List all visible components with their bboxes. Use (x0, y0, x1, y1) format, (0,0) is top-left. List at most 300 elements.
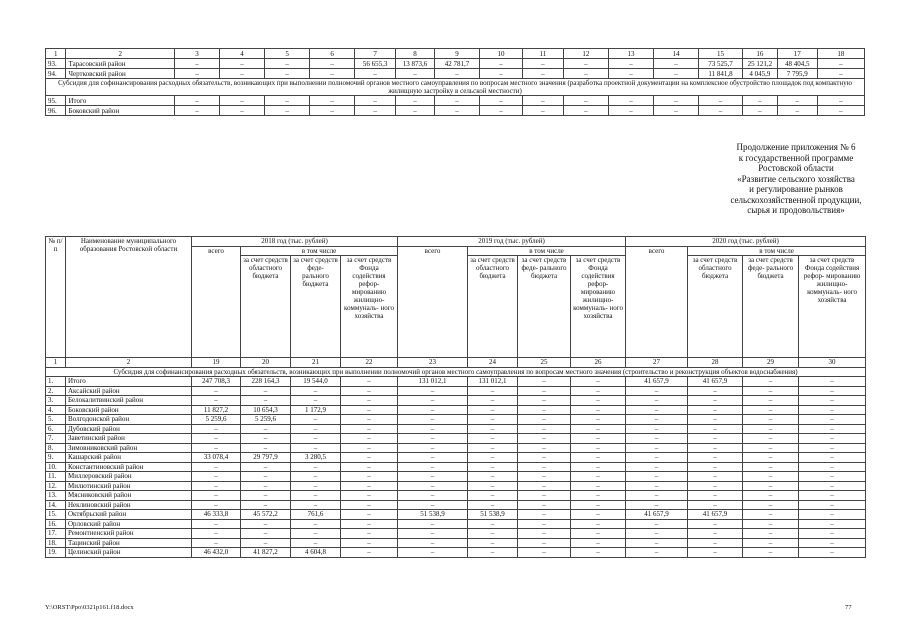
value-cell: – (291, 481, 341, 491)
value-cell: – (571, 500, 626, 510)
district-name-cell: Миллеровский район (66, 472, 192, 482)
value-cell: – (396, 69, 435, 79)
value-cell: – (341, 481, 398, 491)
value-cell: – (241, 434, 291, 444)
table-row (46, 424, 866, 434)
value-cell: – (518, 377, 571, 387)
table-row (46, 386, 866, 396)
column-number-cell: 13 (608, 49, 653, 59)
table-row (46, 462, 866, 472)
value-cell: – (341, 491, 398, 501)
district-name-cell: Итого (66, 377, 192, 387)
value-cell: – (743, 453, 799, 463)
value-cell: – (468, 396, 518, 406)
value-cell: – (291, 472, 341, 482)
table-row (46, 415, 866, 425)
value-cell: – (241, 481, 291, 491)
value-cell: – (241, 386, 291, 396)
district-name-cell: Ремонтненский район (66, 529, 192, 539)
value-cell: – (398, 472, 468, 482)
value-cell: – (174, 59, 219, 69)
value-cell: 45 572,2 (241, 510, 291, 520)
value-cell: – (341, 415, 398, 425)
value-cell: – (688, 443, 743, 453)
header-total-2020: всего (626, 246, 688, 358)
value-cell: 41 657,9 (626, 377, 688, 387)
row-number-cell: 2. (46, 386, 66, 396)
section-title: Субсидия для софинансирования расходных обязательств, возникающих при выполнении полномочий органов местного самоуправления по вопросам местного значения (разработка проектной документации на комплексное обустройство площадок под компактную жилищную застройку в сельской местности) (46, 79, 865, 96)
value-cell: – (522, 96, 563, 106)
value-cell: – (341, 529, 398, 539)
header-fed-2019: за счет средств феде- рального бюджета (518, 256, 571, 358)
value-cell: – (341, 434, 398, 444)
row-number-cell: 8. (46, 443, 66, 453)
header-row-1 (46, 237, 866, 247)
value-cell: – (626, 405, 688, 415)
value-cell: – (571, 396, 626, 406)
value-cell: – (341, 453, 398, 463)
value-cell: – (518, 415, 571, 425)
value-cell: – (743, 462, 799, 472)
value-cell: – (468, 519, 518, 529)
value-cell: – (291, 434, 341, 444)
district-name-cell: Боковский район (66, 405, 192, 415)
value-cell: – (571, 415, 626, 425)
value-cell: – (192, 491, 241, 501)
value-cell: – (743, 548, 799, 558)
header-2018: 2018 год (тыс. рублей) (192, 237, 398, 247)
value-cell: – (518, 538, 571, 548)
main-subsidy-table (45, 236, 866, 558)
value-cell: 11 827,2 (192, 405, 241, 415)
header-fed-2020: за счет средств феде- рального бюджета (743, 256, 799, 358)
value-cell: – (743, 106, 778, 116)
value-cell: – (518, 529, 571, 539)
value-cell: – (571, 510, 626, 520)
value-cell: 19 544,0 (291, 377, 341, 387)
value-cell: – (799, 519, 866, 529)
value-cell: – (291, 500, 341, 510)
value-cell: – (518, 434, 571, 444)
value-cell: – (192, 538, 241, 548)
value-cell: – (626, 424, 688, 434)
value-cell: – (192, 434, 241, 444)
column-number-cell: 28 (688, 358, 743, 368)
value-cell: – (571, 462, 626, 472)
value-cell: – (743, 405, 799, 415)
column-number-cell: 4 (220, 49, 265, 59)
value-cell: – (341, 396, 398, 406)
value-cell: – (398, 548, 468, 558)
district-name-cell: Мясниковский район (66, 491, 192, 501)
value-cell: – (398, 386, 468, 396)
table-row (46, 443, 866, 453)
value-cell: – (571, 538, 626, 548)
value-cell: – (291, 519, 341, 529)
value-cell: – (799, 396, 866, 406)
value-cell: – (192, 424, 241, 434)
value-cell: – (522, 59, 563, 69)
column-number-cell: 23 (398, 358, 468, 368)
value-cell: – (468, 443, 518, 453)
value-cell: – (341, 472, 398, 482)
header-fed-2018: за счет средств феде- рального бюджета (291, 256, 341, 358)
value-cell: – (468, 500, 518, 510)
value-cell: – (468, 405, 518, 415)
value-cell: 4 604,8 (291, 548, 341, 558)
value-cell: – (626, 396, 688, 406)
value-cell: – (341, 443, 398, 453)
table-row (46, 538, 866, 548)
value-cell: 25 121,2 (743, 59, 778, 69)
value-cell: – (626, 481, 688, 491)
value-cell: – (571, 424, 626, 434)
value-cell: – (688, 472, 743, 482)
value-cell: – (799, 538, 866, 548)
district-name-cell: Тацинский район (66, 538, 192, 548)
value-cell: – (396, 96, 435, 106)
district-name-cell: Аксайский район (66, 386, 192, 396)
value-cell: – (626, 500, 688, 510)
column-number-cell: 2 (66, 49, 175, 59)
value-cell: 131 012,1 (398, 377, 468, 387)
value-cell: – (341, 424, 398, 434)
appendix-caption (707, 142, 885, 216)
value-cell: – (341, 538, 398, 548)
value-cell: – (688, 500, 743, 510)
table-row (46, 453, 866, 463)
value-cell: – (817, 106, 864, 116)
column-number-cell: 22 (341, 358, 398, 368)
value-cell: – (799, 405, 866, 415)
value-cell: – (777, 96, 817, 106)
value-cell: – (799, 500, 866, 510)
value-cell: – (688, 538, 743, 548)
value-cell: – (743, 491, 799, 501)
table-row (46, 548, 866, 558)
column-number-cell: 1 (46, 358, 66, 368)
value-cell: – (291, 462, 341, 472)
value-cell: – (341, 386, 398, 396)
header-incl-2020: в том числе (688, 246, 866, 256)
value-cell: 131 012,1 (468, 377, 518, 387)
column-number-cell: 1 (46, 49, 66, 59)
row-number-cell: 5. (46, 415, 66, 425)
header-fund-2019: за счет средств Фонда содействия рефор- мированию жилищно- коммуналь- ного хозяйства (571, 256, 626, 358)
district-name-cell: Целинский район (66, 548, 192, 558)
value-cell: – (688, 529, 743, 539)
table-row (46, 405, 866, 415)
value-cell: – (688, 491, 743, 501)
row-number-cell: 1. (46, 377, 66, 387)
value-cell: 48 404,5 (777, 59, 817, 69)
header-obl-2020: за счет средств областного бюджета (688, 256, 743, 358)
value-cell: – (743, 377, 799, 387)
value-cell: – (398, 396, 468, 406)
value-cell: 247 708,3 (192, 377, 241, 387)
table-row (46, 519, 866, 529)
value-cell: – (626, 548, 688, 558)
value-cell: 41 657,9 (688, 510, 743, 520)
value-cell: – (688, 386, 743, 396)
value-cell: – (653, 96, 698, 106)
column-number-cell: 5 (265, 49, 310, 59)
value-cell: 73 525,7 (698, 59, 742, 69)
value-cell: – (341, 519, 398, 529)
top-continuation-table (45, 48, 865, 116)
value-cell: 41 657,9 (626, 510, 688, 520)
value-cell: – (626, 529, 688, 539)
value-cell: – (468, 462, 518, 472)
value-cell: – (571, 481, 626, 491)
value-cell: – (174, 96, 219, 106)
column-number-cell: 30 (799, 358, 866, 368)
value-cell: 5 259,6 (241, 415, 291, 425)
header-fund-2018: за счет средств Фонда содействия рефор- мированию жилищно- коммуналь- ного хозяйства (341, 256, 398, 358)
value-cell: – (468, 453, 518, 463)
value-cell: – (799, 462, 866, 472)
column-number-cell: 14 (653, 49, 698, 59)
value-cell: – (571, 529, 626, 539)
value-cell: 761,6 (291, 510, 341, 520)
value-cell: – (608, 69, 653, 79)
value-cell: – (799, 453, 866, 463)
row-number-cell: 3. (46, 396, 66, 406)
value-cell: – (291, 491, 341, 501)
caption-line: сельскохозяйственной продукции, (730, 194, 862, 205)
value-cell: – (398, 443, 468, 453)
value-cell: – (817, 96, 864, 106)
header-incl-2018: в том числе (241, 246, 398, 256)
value-cell: – (398, 529, 468, 539)
value-cell: – (241, 424, 291, 434)
column-numbers-row (46, 49, 865, 59)
value-cell: – (398, 519, 468, 529)
table-row (46, 106, 865, 116)
value-cell: – (688, 424, 743, 434)
value-cell: – (571, 519, 626, 529)
column-number-cell: 29 (743, 358, 799, 368)
value-cell: – (743, 500, 799, 510)
row-number-cell: 95. (46, 96, 66, 106)
value-cell: – (571, 405, 626, 415)
district-name-cell: Неклиновский район (66, 500, 192, 510)
value-cell: – (518, 453, 571, 463)
value-cell: – (398, 415, 468, 425)
value-cell: 11 841,8 (698, 69, 742, 79)
value-cell: – (563, 59, 608, 69)
header-2019: 2019 год (тыс. рублей) (398, 237, 626, 247)
value-cell: – (626, 472, 688, 482)
column-number-cell: 18 (817, 49, 864, 59)
value-cell: – (192, 472, 241, 482)
value-cell: 33 078,4 (192, 453, 241, 463)
value-cell: – (468, 481, 518, 491)
value-cell: – (698, 96, 742, 106)
column-number-cell: 20 (241, 358, 291, 368)
value-cell: 10 654,3 (241, 405, 291, 415)
value-cell: – (743, 510, 799, 520)
value-cell: – (688, 415, 743, 425)
table-row (46, 510, 866, 520)
value-cell: – (241, 396, 291, 406)
value-cell: – (291, 396, 341, 406)
value-cell: – (192, 500, 241, 510)
value-cell: – (571, 443, 626, 453)
value-cell: – (341, 500, 398, 510)
value-cell: – (571, 386, 626, 396)
value-cell: – (479, 106, 522, 116)
column-number-cell: 12 (563, 49, 608, 59)
column-number-cell: 24 (468, 358, 518, 368)
value-cell: – (398, 538, 468, 548)
column-number-cell: 16 (743, 49, 778, 59)
value-cell: – (341, 377, 398, 387)
value-cell: – (192, 386, 241, 396)
table-row (46, 491, 866, 501)
value-cell: – (220, 96, 265, 106)
value-cell: – (479, 59, 522, 69)
value-cell: – (241, 519, 291, 529)
value-cell: – (518, 548, 571, 558)
value-cell: – (341, 510, 398, 520)
value-cell: – (468, 434, 518, 444)
column-number-cell: 27 (626, 358, 688, 368)
value-cell: – (341, 405, 398, 415)
value-cell: – (777, 106, 817, 116)
caption-line: и регулирование рынков (749, 184, 843, 194)
value-cell: – (653, 106, 698, 116)
value-cell: – (265, 59, 310, 69)
value-cell: – (291, 386, 341, 396)
value-cell: – (518, 491, 571, 501)
row-number-cell: 96. (46, 106, 66, 116)
value-cell: – (241, 538, 291, 548)
value-cell: 5 259,6 (192, 415, 241, 425)
value-cell: – (608, 106, 653, 116)
value-cell: – (398, 481, 468, 491)
column-numbers-row (46, 358, 866, 368)
row-number-cell: 6. (46, 424, 66, 434)
district-name-cell: Волгодонской район (66, 415, 192, 425)
value-cell: – (688, 548, 743, 558)
value-cell: – (174, 106, 219, 116)
value-cell: – (518, 424, 571, 434)
section-title: Субсидия для софинансирования расходных обязательств, возникающих при выполнении полномочий органов местного самоуправления по вопросам местного значения (строительство и реконструкция объектов водоснабжения) (46, 367, 866, 377)
value-cell: – (192, 519, 241, 529)
value-cell: – (265, 96, 310, 106)
value-cell: 46 432,0 (192, 548, 241, 558)
value-cell: – (518, 462, 571, 472)
value-cell: – (192, 481, 241, 491)
value-cell: – (799, 434, 866, 444)
value-cell: 1 172,9 (291, 405, 341, 415)
value-cell: – (688, 519, 743, 529)
value-cell: 4 045,9 (743, 69, 778, 79)
table-row (46, 481, 866, 491)
column-number-cell: 15 (698, 49, 742, 59)
column-number-cell: 26 (571, 358, 626, 368)
value-cell: – (518, 396, 571, 406)
value-cell: – (743, 538, 799, 548)
value-cell: – (434, 106, 479, 116)
value-cell: – (398, 453, 468, 463)
header-incl-2019: в том числе (468, 246, 626, 256)
footer-page-number: 77 (845, 604, 852, 611)
value-cell: – (571, 491, 626, 501)
value-cell: – (468, 538, 518, 548)
value-cell: – (817, 59, 864, 69)
value-cell: – (563, 96, 608, 106)
value-cell: – (241, 529, 291, 539)
value-cell: – (310, 69, 355, 79)
column-number-cell: 17 (777, 49, 817, 59)
column-number-cell: 6 (310, 49, 355, 59)
header-total-2018: всего (192, 246, 241, 358)
row-number-cell: 13. (46, 491, 66, 501)
column-number-cell: 3 (174, 49, 219, 59)
row-number-cell: 4. (46, 405, 66, 415)
value-cell: – (518, 386, 571, 396)
value-cell: – (291, 529, 341, 539)
value-cell: – (626, 386, 688, 396)
value-cell: – (563, 106, 608, 116)
header-obl-2019: за счет средств областного бюджета (468, 256, 518, 358)
district-name-cell: Кашарский район (66, 453, 192, 463)
column-number-cell: 19 (192, 358, 241, 368)
value-cell: – (241, 500, 291, 510)
row-number-cell: 17. (46, 529, 66, 539)
caption-line: «Развитие сельского хозяйства (737, 173, 855, 184)
value-cell: – (291, 538, 341, 548)
caption-line: сырья и продовольствия» (747, 205, 845, 215)
value-cell: 7 795,9 (777, 69, 817, 79)
caption-line: Ростовской области (758, 163, 834, 173)
value-cell: 51 538,9 (398, 510, 468, 520)
value-cell: – (571, 434, 626, 444)
value-cell: – (518, 405, 571, 415)
value-cell: – (743, 415, 799, 425)
row-number-cell: 9. (46, 453, 66, 463)
value-cell: – (192, 529, 241, 539)
value-cell: – (571, 453, 626, 463)
value-cell: – (626, 443, 688, 453)
table-row (46, 96, 865, 106)
value-cell: – (743, 481, 799, 491)
value-cell: – (265, 69, 310, 79)
district-name-cell: Дубовский район (66, 424, 192, 434)
district-name-cell: Итого (66, 96, 175, 106)
header-obl-2018: за счет средств областного бюджета (241, 256, 291, 358)
value-cell: 46 333,8 (192, 510, 241, 520)
value-cell: – (398, 491, 468, 501)
table-row (46, 69, 865, 79)
table-row (46, 529, 866, 539)
value-cell: – (743, 519, 799, 529)
column-number-cell: 25 (518, 358, 571, 368)
value-cell: – (653, 69, 698, 79)
header-num: № п/п (46, 237, 66, 358)
table-row (46, 396, 866, 406)
value-cell: – (241, 472, 291, 482)
value-cell: – (522, 106, 563, 116)
header-2020: 2020 год (тыс. рублей) (626, 237, 866, 247)
value-cell: – (563, 69, 608, 79)
value-cell: – (571, 548, 626, 558)
row-number-cell: 94. (46, 69, 66, 79)
header-fund-2020: за счет средств Фонда содействия рефор- мированию жилищно- коммуналь- ного хозяйства (799, 256, 866, 358)
value-cell: – (626, 415, 688, 425)
